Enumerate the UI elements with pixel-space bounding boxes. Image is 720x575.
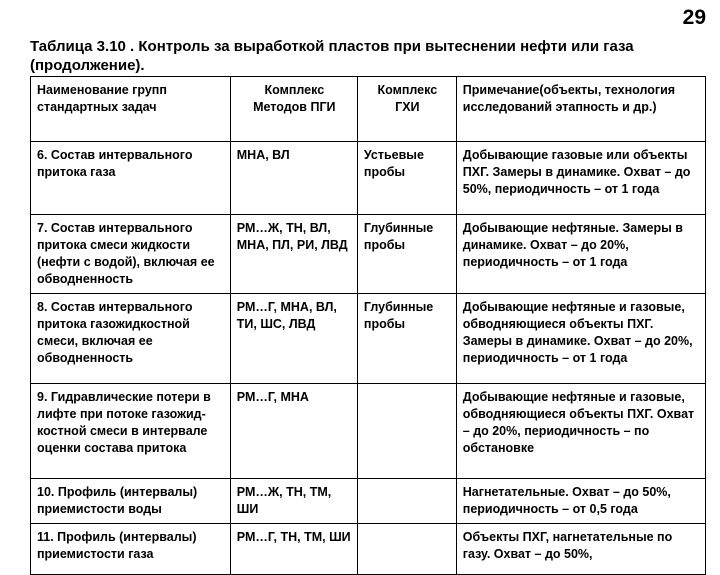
ghi-cell: Устьевые пробы: [357, 142, 456, 215]
note-cell: Нагнетательные. Охват – до 50%, периодичность – от 0,5 года: [456, 479, 705, 524]
header-task-groups: Наименование групп стандартных задач: [31, 77, 231, 142]
task-cell: 11. Профиль (интервалы) приемистости газа: [31, 524, 231, 575]
task-cell: 8. Состав интервального притока газожидкостной смеси, включая ее обводненность: [31, 294, 231, 384]
ghi-cell: [357, 479, 456, 524]
ghi-cell: Глубинные пробы: [357, 294, 456, 384]
table-caption: Таблица 3.10 . Контроль за выработкой пластов при вытеснении нефти или газа (продолжение).: [30, 38, 634, 74]
task-cell: 6. Состав интервального притока газа: [31, 142, 231, 215]
header-notes: Примечание(объекты, технология исследований этапность и др.): [456, 77, 705, 142]
pgi-cell: РМ…Г, МНА: [230, 384, 357, 479]
note-cell: Добывающие газовые или объекты ПХГ. Замеры в динамике. Охват – до 50%, периодичность – от 1 года: [456, 142, 705, 215]
pgi-cell: РМ…Г, ТН, ТМ, ШИ: [230, 524, 357, 575]
table-header-row: [31, 77, 706, 142]
pgi-cell: РМ…Ж, ТН, ТМ, ШИ: [230, 479, 357, 524]
task-cell: 7. Состав интервального притока смеси жидкости (нефти с водой), включая ее обводненность: [31, 215, 231, 294]
page-number: 29: [682, 6, 706, 29]
table-row: [31, 294, 706, 384]
pgi-cell: РМ…Г, МНА, ВЛ, ТИ, ШС, ЛВД: [230, 294, 357, 384]
ghi-cell: [357, 524, 456, 575]
pgi-cell: РМ…Ж, ТН, ВЛ, МНА, ПЛ, РИ, ЛВД: [230, 215, 357, 294]
ghi-cell: Глубинные пробы: [357, 215, 456, 294]
note-cell: Добывающие нефтяные. Замеры в динамике. Охват – до 20%, периодичность – от 1 года: [456, 215, 705, 294]
header-pgi-methods: Комплекс Методов ПГИ: [230, 77, 357, 142]
task-cell: 9. Гидравлические потери в лифте при потоке газожид-костной смеси в интервале оценки состава притока: [31, 384, 231, 479]
table-row: [31, 384, 706, 479]
table-row: [31, 479, 706, 524]
note-cell: Объекты ПХГ, нагнетательные по газу. Охват – до 50%,: [456, 524, 705, 575]
ghi-cell: [357, 384, 456, 479]
table-row: [31, 142, 706, 215]
table-row: [31, 524, 706, 575]
header-ghi-complex: Комплекс ГХИ: [357, 77, 456, 142]
note-cell: Добывающие нефтяные и газовые, обводняющиеся объекты ПХГ. Охват – до 20%, периодичность – по обстановке: [456, 384, 705, 479]
note-cell: Добывающие нефтяные и газовые, обводняющиеся объекты ПХГ. Замеры в динамике. Охват – до 20%, периодичность – от 1 года: [456, 294, 705, 384]
pgi-cell: МНА, ВЛ: [230, 142, 357, 215]
table-row: [31, 215, 706, 294]
task-cell: 10. Профиль (интервалы) приемистости воды: [31, 479, 231, 524]
control-table: [30, 76, 706, 575]
